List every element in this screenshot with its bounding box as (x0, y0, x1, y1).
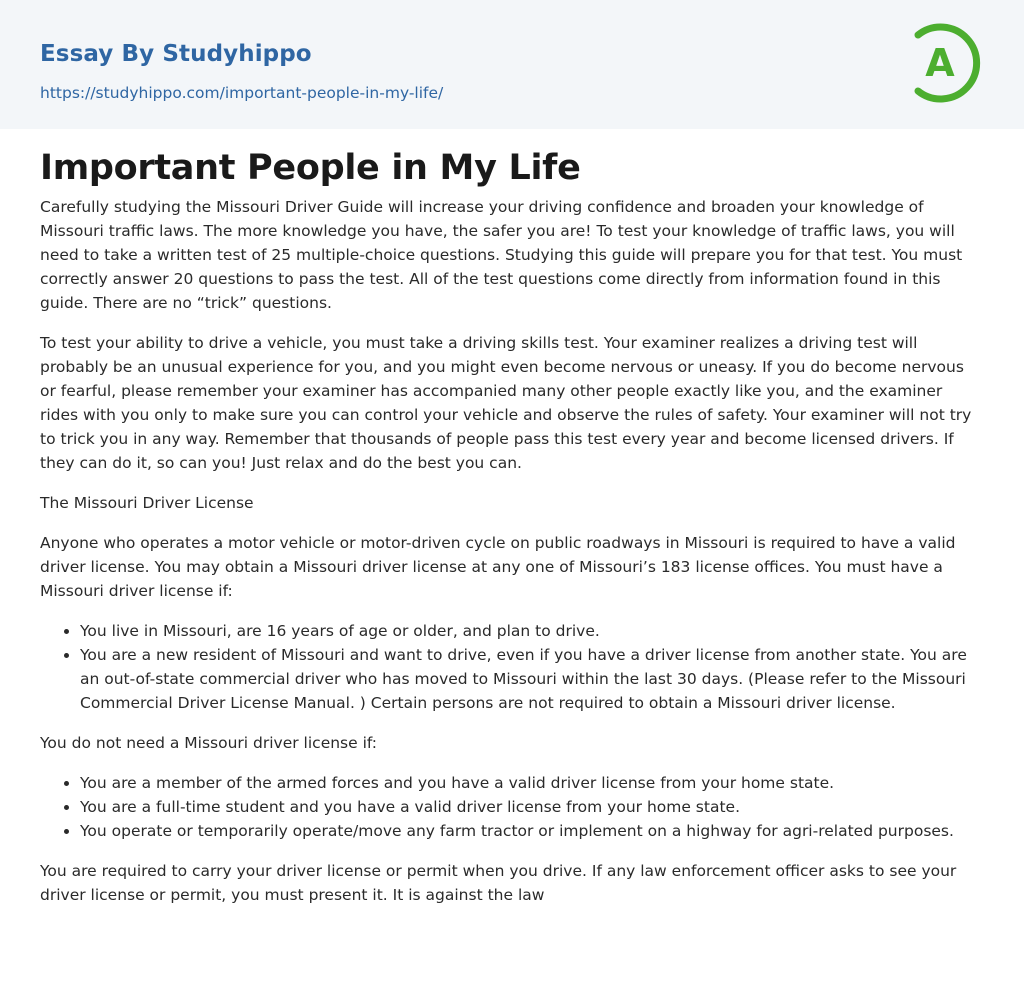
article-paragraph: You are required to carry your driver license or permit when you drive. If any law enforcement officer asks to see your driver license or permit, you must present it. It is against the law (40, 862, 957, 904)
essay-url-link[interactable]: https://studyhippo.com/important-people-in-my-life/ (40, 84, 444, 102)
article-paragraph: Carefully studying the Missouri Driver Guide will increase your driving confidence and broaden your knowledge of Missouri traffic laws. The more knowledge you have, the safer you are! To test your knowledge of traffic laws, you will need to take a written test of 25 multiple-choice questions. Studying this guide will prepare you for that test. You must correctly answer 20 questions to pass the test. All of the test questions come directly from information found in this guide. There are no “trick” questions. (40, 198, 963, 312)
list-item: • You are a full-time student and you have a valid driver license from your home state. (80, 795, 975, 819)
requirement-list (40, 619, 975, 715)
article-paragraph: To test your ability to drive a vehicle, you must take a driving skills test. Your examiner realizes a driving test will probably be an unusual experience for you, and you might even become nervous or uneasy. If you do become nervous or fearful, please remember your examiner has accompanied many other people exactly like you, and the examiner rides with you only to make sure you can control your vehicle and observe the rules of safety. Your examiner will not try to trick you in any way. Remember that thousands of people pass this test every year and become licensed drivers. If they can do it, so can you! Just relax and do the best you can. (40, 334, 972, 472)
brand-title[interactable]: Essay By Studyhippo (40, 41, 312, 67)
studyhippo-logo-icon[interactable] (912, 18, 988, 106)
exemption-list (40, 771, 975, 843)
article-paragraph: Anyone who operates a motor vehicle or motor-driven cycle on public roadways in Missouri is required to have a valid driver license. You may obtain a Missouri driver license at any one of Missouri’s 183 license offices. You must have a Missouri driver license if: (40, 534, 956, 600)
article (40, 145, 975, 923)
logo-letter: A (925, 41, 955, 85)
list-item: • You live in Missouri, are 16 years of age or older, and plan to drive. (80, 619, 975, 643)
article-paragraph: You do not need a Missouri driver license if: (40, 734, 378, 752)
list-item: • You are a member of the armed forces and you have a valid driver license from your home state. (80, 771, 975, 795)
list-item: • You are a new resident of Missouri and want to drive, even if you have a driver license from another state. You are an out-of-state commercial driver who has moved to Missouri within the last 30 days. (Please refer to the Missouri Commercial Driver License Manual. ) Certain persons are not required to obtain a Missouri driver license. (80, 643, 975, 715)
article-title: Important People in My Life (40, 148, 581, 188)
site-header (0, 0, 1024, 129)
section-heading: The Missouri Driver License (40, 494, 254, 512)
list-item: • You operate or temporarily operate/move any farm tractor or implement on a highway for agri-related purposes. (80, 819, 975, 843)
